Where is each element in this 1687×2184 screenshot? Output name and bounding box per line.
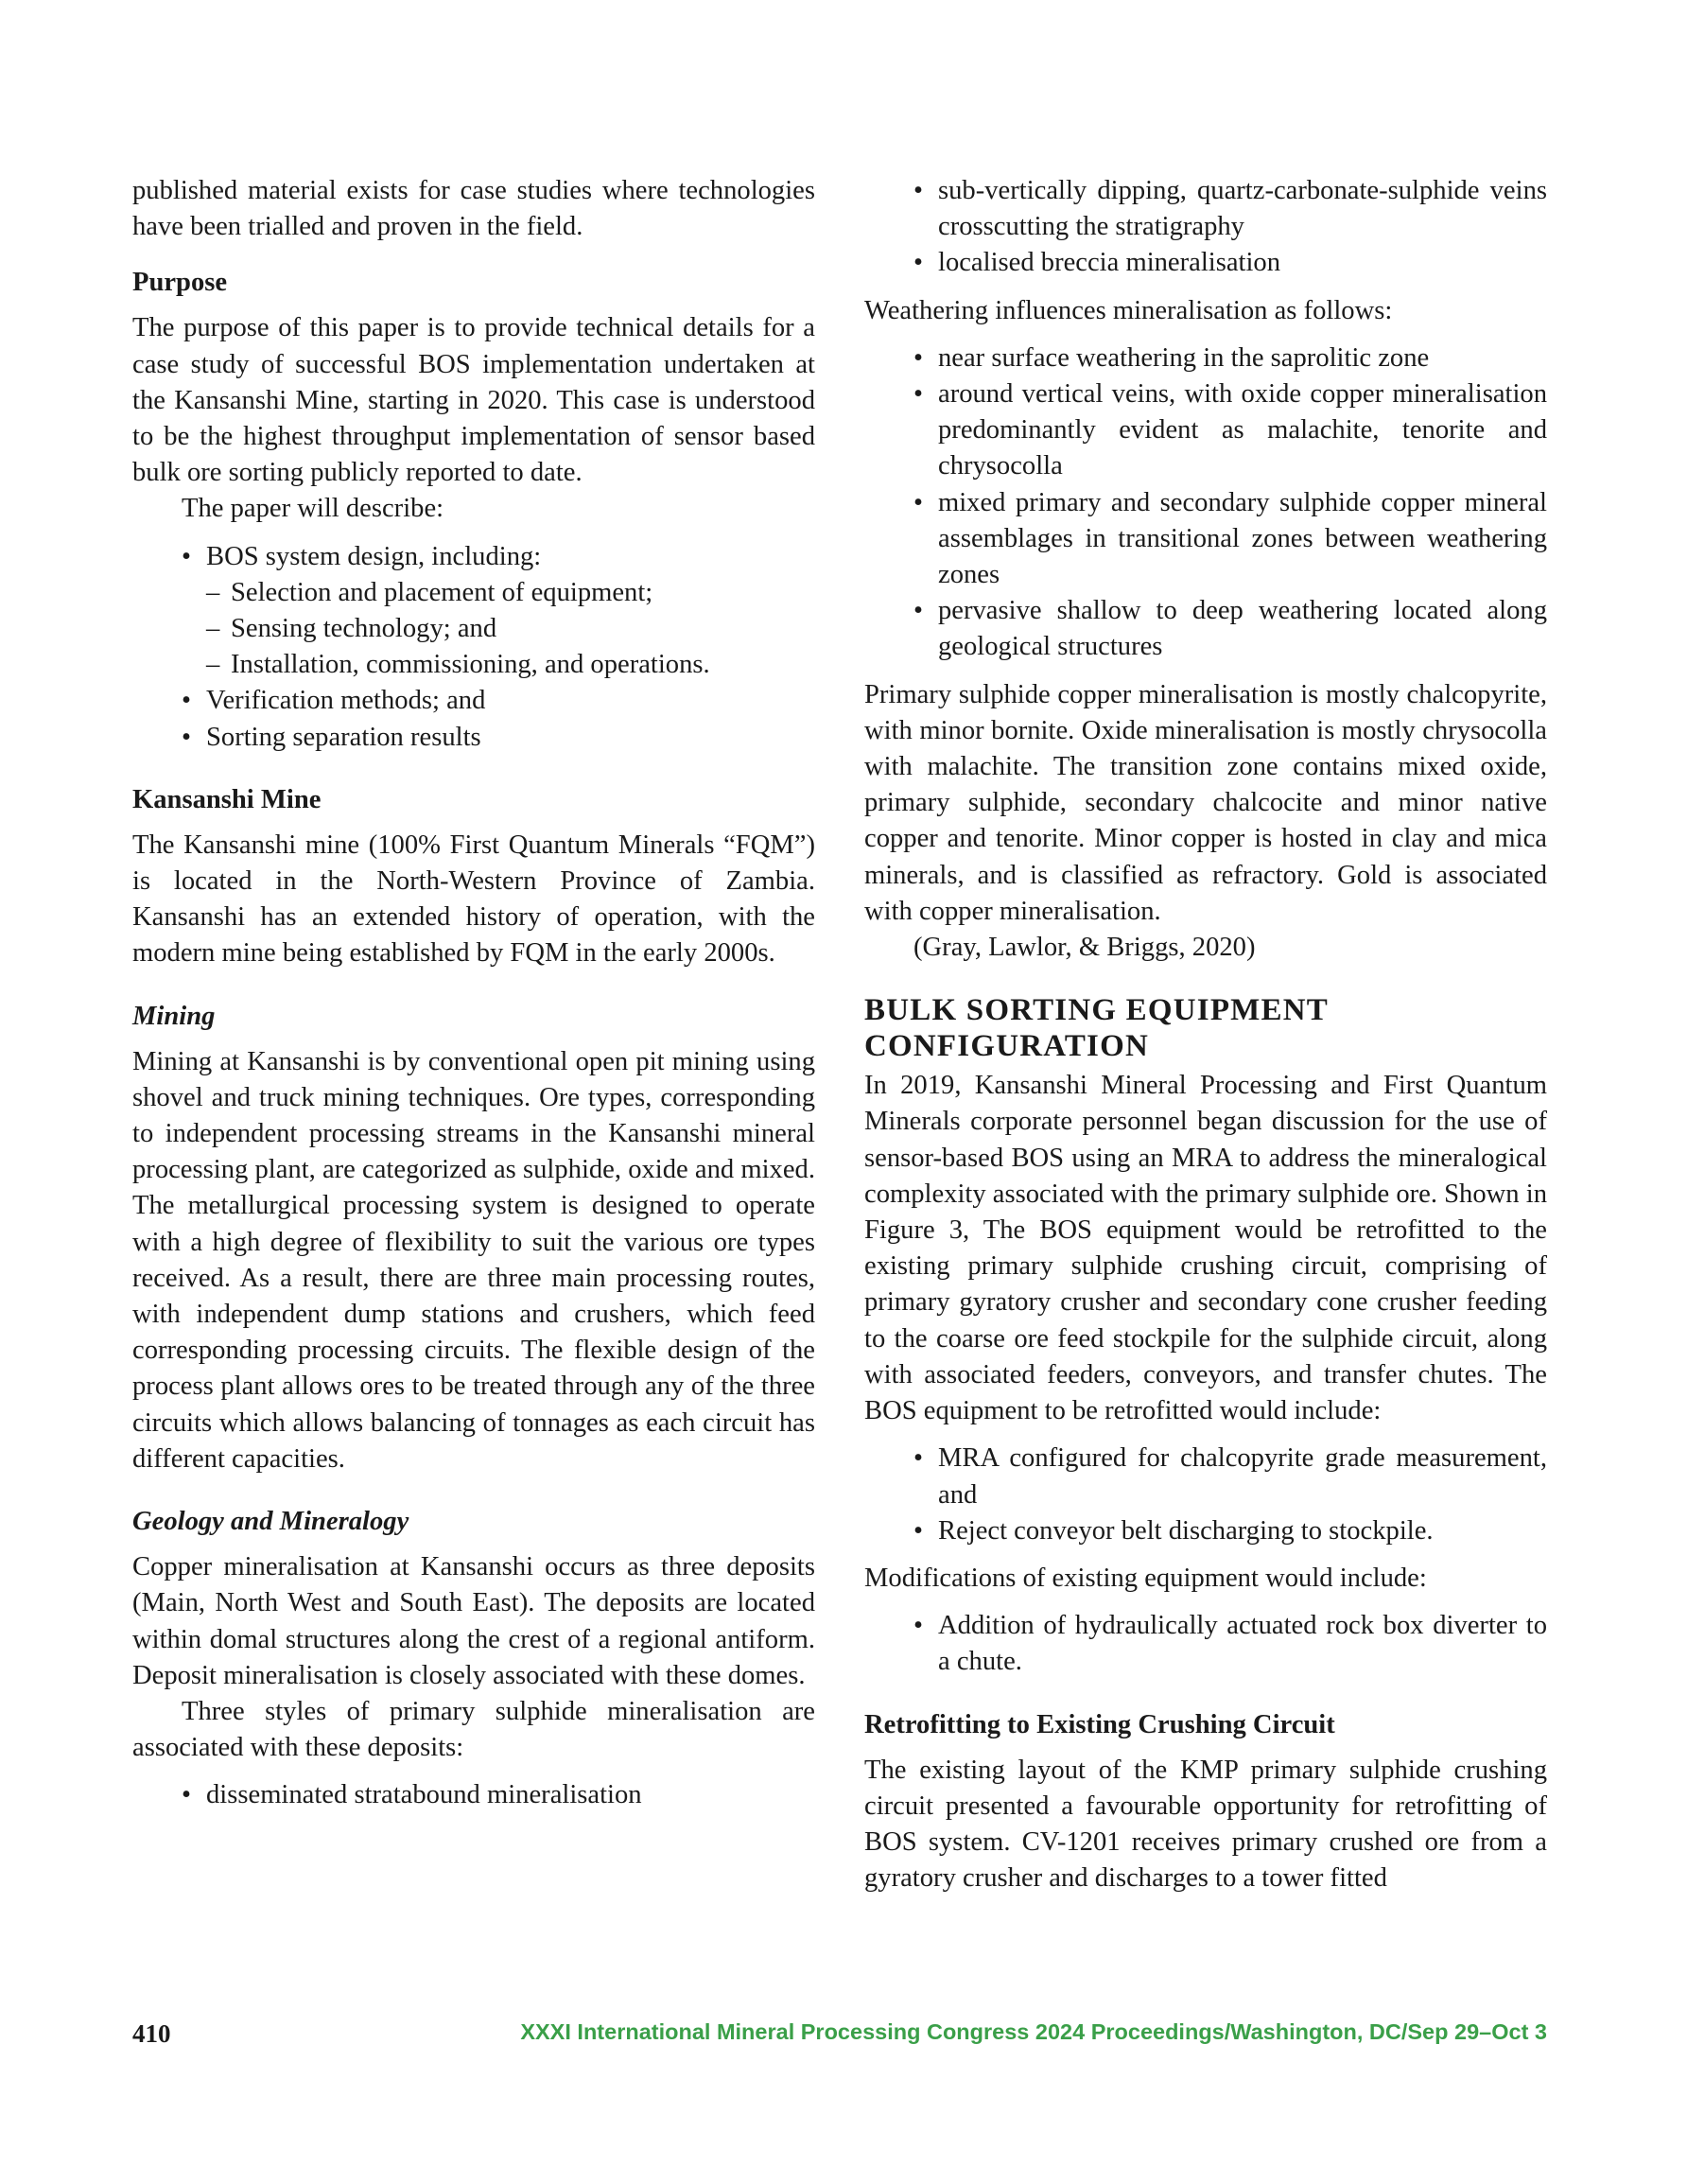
list-item xyxy=(913,1608,1547,1680)
retrofit-list xyxy=(864,1441,1547,1549)
bullet-icon: • xyxy=(913,596,924,626)
bullet-icon: • xyxy=(913,379,924,410)
mining-heading: Mining xyxy=(132,1001,216,1031)
retrofitting-heading: Retrofitting to Existing Crushing Circuit xyxy=(864,1709,1335,1739)
list-item xyxy=(182,539,815,684)
sublist-item xyxy=(206,611,815,647)
list-item-text: sub-vertically dipping, quartz-carbonate-sulphide veins crosscutting the stratigraphy xyxy=(938,176,1547,242)
dash-icon: – xyxy=(206,650,220,680)
list-item xyxy=(913,485,1547,594)
bullet-icon: • xyxy=(182,541,192,571)
describe-list xyxy=(132,539,815,756)
list-item-text: pervasive shallow to deep weathering located along geological structures xyxy=(938,596,1547,662)
bullet-icon: • xyxy=(182,686,192,716)
page-footer xyxy=(132,2019,1547,2057)
left-column xyxy=(132,173,815,1826)
section-heading xyxy=(864,992,1547,1064)
kansanshi-heading: Kansanshi Mine xyxy=(132,784,322,814)
bullet-icon: • xyxy=(913,176,924,205)
list-item-text: Verification methods; and xyxy=(206,686,486,716)
bullet-icon: • xyxy=(913,1515,924,1546)
list-item xyxy=(913,376,1547,485)
dash-icon: – xyxy=(206,577,220,607)
list-item-text: MRA configured for chalcopyrite grade measurement, and xyxy=(938,1443,1547,1510)
list-item xyxy=(182,683,815,719)
geology-paragraph: Copper mineralisation at Kansanshi occurs as three deposits (Main, North West and South East). The deposits are located within domal structures along the crest of a regional antiform. Deposit mineralisation is closely associated with these domes. xyxy=(132,1552,815,1690)
bullet-icon: • xyxy=(913,1443,924,1474)
bullet-icon: • xyxy=(913,487,924,517)
list-item xyxy=(913,1513,1547,1549)
list-item-text: Addition of hydraulically actuated rock box diverter to a chute. xyxy=(938,1611,1547,1677)
bulk-sorting-paragraph: In 2019, Kansanshi Mineral Processing and First Quantum Minerals corporate personnel began discussion for the use of sensor-based BOS using an MRA to address the mineralogical complexity associated with the primary sulphide ore. Shown in Figure 3, The BOS equipment would be retrofitted to the existing primary sulphide crushing circuit, comprising of primary gyratory crusher and secondary cone crusher feeding to the coarse ore feed stockpile for the sulphide circuit, along with associated feeders, conveyors, and transfer chutes. The BOS equipment to be retrofitted would include: xyxy=(864,1071,1547,1426)
sublist-item xyxy=(206,575,815,611)
section-heading-line: CONFIGURATION xyxy=(864,1029,1149,1064)
list-item-text: mixed primary and secondary sulphide copper mineral assemblages in transitional zones between weathering zones xyxy=(938,487,1547,590)
dash-icon: – xyxy=(206,614,220,644)
bullet-icon: • xyxy=(913,248,924,278)
sublist-item xyxy=(206,647,815,683)
list-item xyxy=(913,341,1547,376)
design-sublist xyxy=(206,575,815,684)
running-footer-title: XXXI International Mineral Processing Congress 2024 Proceedings/Washington, DC/Sep 29–Oct 3 xyxy=(520,2019,1547,2044)
sublist-item-text: Selection and placement of equipment; xyxy=(231,577,653,607)
kansanshi-paragraph: The Kansanshi mine (100% First Quantum Minerals “FQM”) is located in the North-Western Province of Zambia. Kansanshi has an extended history of operation, with the modern mine being established by FQM in the early 2000s. xyxy=(132,830,815,969)
page-number: 410 xyxy=(132,2019,171,2048)
list-item xyxy=(182,1777,815,1813)
purpose-heading: Purpose xyxy=(132,268,228,298)
intro-paragraph: published material exists for case studies where technologies have been trialled and proven in the field. xyxy=(132,176,815,242)
retrofitting-paragraph: The existing layout of the KMP primary sulphide crushing circuit presented a favourable opportunity for retrofitting of BOS system. CV-1201 receives primary crushed ore from a gyratory crusher and discharges to a tower fitted xyxy=(864,1755,1547,1894)
list-item xyxy=(182,720,815,756)
list-item xyxy=(913,173,1547,245)
styles-list-left xyxy=(132,1777,815,1813)
bullet-icon: • xyxy=(182,722,192,752)
section-heading-line: BULK SORTING EQUIPMENT xyxy=(864,993,1329,1028)
modifications-lead: Modifications of existing equipment would include: xyxy=(864,1563,1427,1593)
modifications-list xyxy=(864,1608,1547,1680)
list-item-text: disseminated stratabound mineralisation xyxy=(206,1780,642,1810)
sublist-item-text: Sensing technology; and xyxy=(231,614,497,644)
list-item-text: Sorting separation results xyxy=(206,722,481,752)
mineralisation-paragraph: Primary sulphide copper mineralisation is mostly chalcopyrite, with minor bornite. Oxide mineralisation is mostly chrysocolla with malachite. The transition zone contains mixed oxide, primary sulphide, secondary chalcocite and minor native copper and tenorite. Minor copper is hosted in clay and mica minerals, and is classified as refractory. Gold is associated with copper mineralisation. xyxy=(864,679,1547,926)
describe-lead: The paper will describe: xyxy=(182,494,444,524)
weathering-lead: Weathering influences mineralisation as follows: xyxy=(864,295,1393,325)
list-item xyxy=(913,1441,1547,1512)
weathering-list xyxy=(864,341,1547,666)
sublist-item-text: Installation, commissioning, and operations. xyxy=(231,650,710,680)
geology-heading: Geology and Mineralogy xyxy=(132,1507,409,1537)
list-item xyxy=(913,593,1547,665)
bullet-icon: • xyxy=(182,1780,192,1810)
mining-paragraph: Mining at Kansanshi is by conventional open pit mining using shovel and truck mining techniques. Ore types, corresponding to independent processing streams in the Kansanshi mineral processing plant, are categorized as sulphide, oxide and mixed. The metallurgical processing system is designed to operate with a high degree of flexibility to suit the various ore types received. As a result, there are three main processing routes, with independent dump stations and crushers, which feed corresponding processing circuits. The flexible design of the process plant allows ores to be treated through any of the three circuits which allows balancing of tonnages as each circuit has different capacities. xyxy=(132,1046,815,1474)
list-item-text: Reject conveyor belt discharging to stockpile. xyxy=(938,1515,1434,1546)
right-column xyxy=(864,173,1547,1896)
purpose-paragraph: The purpose of this paper is to provide technical details for a case study of successful BOS implementation undertaken at the Kansanshi Mine, starting in 2020. This case is understood to be the highest throughput implementation of sensor based bulk ore sorting publicly reported to date. xyxy=(132,313,815,488)
list-item-text: near surface weathering in the saprolitic zone xyxy=(938,342,1430,373)
list-item-text: around vertical veins, with oxide copper mineralisation predominantly evident as malachite, tenorite and chrysocolla xyxy=(938,379,1547,481)
citation: (Gray, Lawlor, & Briggs, 2020) xyxy=(913,933,1256,963)
list-item xyxy=(913,245,1547,281)
list-item-text: BOS system design, including: xyxy=(206,541,542,571)
bullet-icon: • xyxy=(913,342,924,373)
styles-list-right xyxy=(864,173,1547,282)
list-item-text: localised breccia mineralisation xyxy=(938,248,1281,278)
styles-lead: Three styles of primary sulphide mineralisation are associated with these deposits: xyxy=(132,1696,815,1763)
bullet-icon: • xyxy=(913,1611,924,1641)
